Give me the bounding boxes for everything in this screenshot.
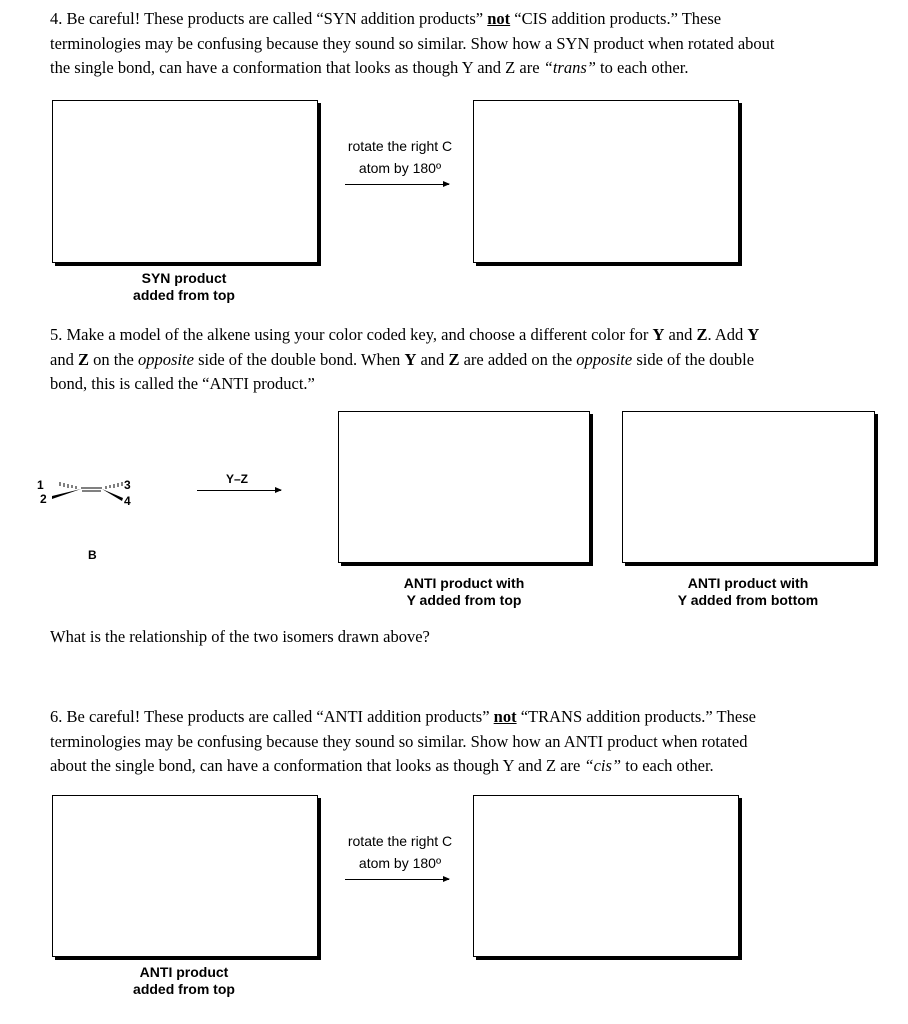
hash-bond-3: [106, 482, 122, 489]
q4-line-2: terminologies may be confusing because they sound so similar. Show how a SYN product when rotated about: [50, 33, 775, 53]
q4-rotated-product-box[interactable]: [473, 100, 739, 263]
substituent-3: 3: [124, 478, 131, 492]
wedge-bond-2: [52, 489, 81, 499]
q6-line-1: 6. Be careful! These products are called “ANTI addition products” not “TRANS addition products.” These: [50, 707, 756, 726]
q5-anti-bottom-box[interactable]: [622, 411, 875, 563]
wedge-bond-4: [102, 489, 123, 501]
q5-line-2: and Z on the opposite side of the double bond. When Y and Z are added on the opposite side of the double: [50, 349, 755, 369]
alkene-structure: [37, 470, 150, 520]
q6-rotate-label: rotate the right C atom by 180º: [347, 833, 453, 871]
hash-bond-1: [60, 482, 76, 489]
q4-syn-product-box[interactable]: [52, 100, 318, 263]
alkene-label-b: B: [88, 548, 97, 562]
q4-line-1: 4. Be careful! These products are called “SYN addition products” not “CIS addition products.” These: [50, 9, 722, 28]
q5-question: What is the relationship of the two isomers drawn above?: [50, 627, 430, 646]
reagent-arrow: [197, 490, 281, 491]
question-5-text: [50, 323, 880, 397]
q6-line-3: about the single bond, can have a conformation that looks as though Y and Z are “cis” to each other.: [50, 756, 714, 775]
substituent-4: 4: [124, 494, 131, 508]
q4-not-emphasis: not: [487, 9, 511, 28]
q4-trans-emphasis: “trans”: [543, 58, 596, 77]
q5-line-3: bond, this is called the “ANTI product.”: [50, 374, 315, 393]
q6-rotate-arrow: [345, 879, 449, 880]
reagent-label: Y–Z: [226, 472, 249, 486]
q4-rotate-arrow: [345, 184, 449, 185]
q5-anti-top-box[interactable]: [338, 411, 590, 563]
q5-line-1: 5. Make a model of the alkene using your color coded key, and choose a different color for Y and Z. Add Y: [50, 325, 760, 344]
substituent-2: 2: [40, 492, 47, 506]
q5-anti-top-caption: ANTI product with Y added from top: [403, 575, 525, 608]
q4-syn-caption: SYN product added from top: [133, 270, 235, 303]
q6-line-2: terminologies may be confusing because they sound so similar. Show how an ANTI product when rotated: [50, 731, 748, 751]
substituent-1: 1: [37, 478, 44, 492]
question-6-text: [50, 705, 880, 779]
q5-anti-bottom-caption: ANTI product with Y added from bottom: [677, 575, 819, 608]
q4-rotate-label: rotate the right C atom by 180º: [347, 138, 453, 176]
q6-rotated-product-box[interactable]: [473, 795, 739, 957]
q6-anti-caption: ANTI product added from top: [133, 964, 235, 997]
q6-cis-emphasis: “cis”: [584, 756, 622, 775]
q6-not-emphasis: not: [493, 707, 517, 726]
alkene-drawing: [40, 470, 150, 520]
q4-line-3: the single bond, can have a conformation that looks as though Y and Z are “trans” to each other.: [50, 58, 689, 77]
question-4-text: [50, 7, 880, 81]
q6-anti-product-box[interactable]: [52, 795, 318, 957]
